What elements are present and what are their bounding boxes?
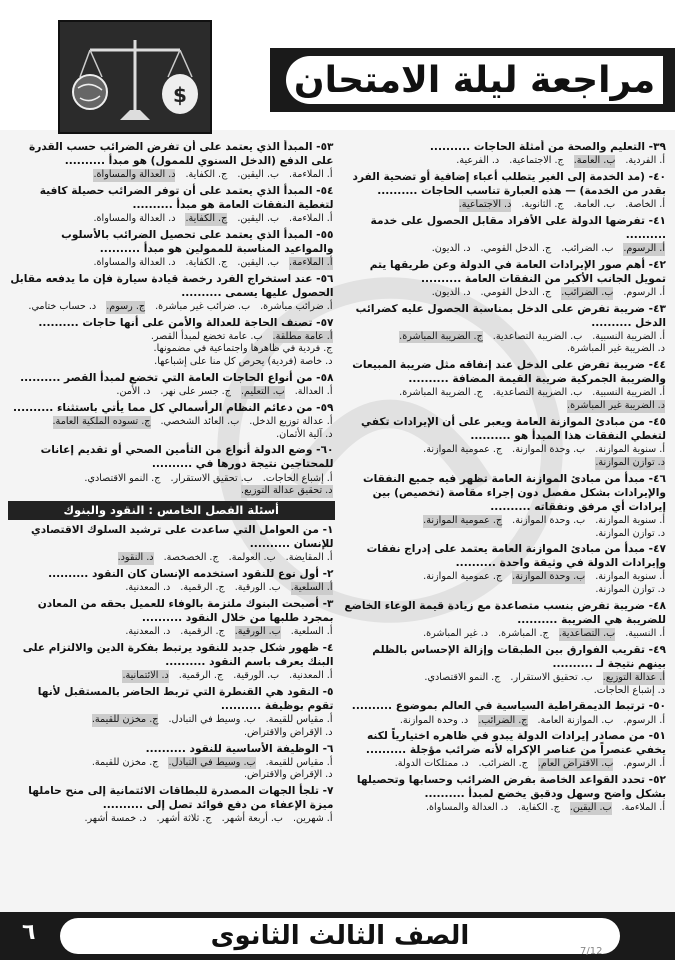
answer-option: أ. الرسوم. (623, 758, 665, 770)
answer-option: أ. سنوية الموازنة. (595, 571, 665, 583)
answer-options (341, 444, 668, 470)
question-text: ٦٠- وضع الدولة أنواع من التأمين الصحي أو تقديم إعانات للمحتاجين نتيجة دورها في .......... (40, 444, 334, 471)
answer-option: ب. العائد الشخصي. (160, 415, 240, 427)
question-text: ٤٥- من مبادئ الموازنة العامة ويعبر على أن الإيرادات تكفي لتغطي النفقات هذا المبدأ هو .......... (361, 415, 666, 442)
answer-option-marked: د. الضريبة غير المباشرة. (567, 400, 665, 412)
question-text: ٥٧- تصنف الحاجة للعدالة والأمن على أنها حاجات .......... (38, 316, 334, 329)
answer-options (8, 301, 335, 314)
question-text: ٥- النقود هي القنطرة التي تربط الحاضر بالمستقبل لأنها تقوم بوظيفة .......... (37, 685, 334, 712)
answer-option: ج. الرقمية. (180, 626, 225, 638)
answer-option: ب. الورقية. (234, 582, 281, 594)
answer-option: أ. إشباع الحاجات. (262, 472, 333, 484)
answer-option: ج. الرقمية. (180, 582, 225, 594)
answer-option: ج. المباشرة. (498, 628, 549, 640)
answer-option: د. الفرعية. (456, 155, 500, 167)
answer-options (8, 552, 335, 565)
question-text: ٥٦- عند استخراج الفرد رخصة قيادة سيارة فإن ما يدفعه مقابل الحصول عليها يسمى .......... (10, 272, 334, 299)
question-text: ٥٠- ترتبط الديمقراطية السياسية في العالم بموضوع .......... (351, 700, 666, 713)
answer-option-marked: ب. التصاعدية. (558, 628, 616, 640)
scales-money-globe-icon (58, 20, 212, 134)
question-columns (8, 140, 667, 910)
answer-option: ب. اليقين. (237, 256, 280, 268)
answer-option: أ. شهرين. (292, 813, 333, 825)
answer-option: ج. فردية في ظاهرها واجتماعية في مضمونها. (153, 343, 333, 355)
svg-text:$: $ (173, 83, 187, 107)
answer-option: ب. العولمة. (228, 552, 276, 564)
answer-option: أ. الرسوم. (623, 286, 665, 298)
answer-option: ج. الضريبة المباشرة. (399, 387, 483, 399)
answer-option: أ. العدالة. (294, 386, 333, 398)
answer-option: أ. الملاءمة. (289, 169, 333, 181)
answer-options (341, 155, 668, 168)
answer-option: ج. الثانوية. (521, 198, 564, 210)
answer-option-marked: ج. الكفاية. (185, 213, 228, 225)
answer-option: د. المعدنية. (125, 626, 171, 638)
page-number: ٦ (22, 920, 36, 945)
question-text: ٥٥- المبدأ الذي يعتمد على تحصيل الضرائب بالأسلوب والمواعيد المناسبة للممولين هو مبدأ .......... (61, 228, 334, 255)
page-footer (0, 912, 675, 960)
answer-option: أ. مقياس للقيمة. (265, 756, 333, 768)
answer-option: د. الضريبة غير المباشرة. (567, 343, 665, 355)
answer-option: د. توازن الموازنة. (595, 527, 665, 539)
answer-option: ج. الدخل القومي. (480, 242, 552, 254)
answer-option-marked: أ. عامة مطلقة. (272, 330, 333, 342)
answer-option: ج. ثلاثة أشهر. (156, 813, 212, 825)
question-text: ٥٨- من أنواع الحاجات العامة التي تخضع لمبدأ القصر .......... (20, 371, 334, 384)
question-text: ٥٢- تحدد القواعد الخاصة بفرض الضرائب وحسابها وتحصيلها بشكل واضح وسهل ودقيق يخضع لمبدأ .......... (356, 774, 666, 801)
answer-option: أ. الضريبة النسبية. (592, 330, 665, 342)
answer-options (341, 802, 668, 815)
answer-option: د. خاصة (فردية) يحرص كل منا على إشباعها. (154, 356, 333, 368)
question-text: ٤٦- مبدأ من مبادئ الموازنة العامة تظهر فيه جميع النفقات والإيرادات بشكل مفصل دون إجراء مقاصة (تخصيص) بين إيرادات أي مرفق ونفقاته .......... (363, 472, 666, 513)
answer-option: د. الأمن. (116, 386, 151, 398)
answer-option: ج. الكفاية. (185, 256, 228, 268)
answer-option: أ. السلعية. (290, 626, 333, 638)
answer-option: ب. وحدة الموازنة. (512, 444, 586, 456)
page-header (0, 0, 675, 130)
answer-option: ب. تحقيق الاستقرار. (510, 671, 593, 683)
answer-option-marked: د. تحقيق عدالة التوزيع. (241, 485, 333, 497)
answer-option: أ. المقايضة. (285, 552, 333, 564)
answer-option-marked: د. العدالة والمساواة. (93, 169, 176, 181)
answer-option: د. ممتلكات الدولة. (394, 758, 469, 770)
answer-options (341, 387, 668, 413)
answer-option: د. خمسة أشهر. (84, 813, 147, 825)
answer-option-marked: ج. عمومية الموازنة. (423, 514, 503, 526)
answer-option: د. العدالة والمساواة. (93, 213, 176, 225)
title-banner-inner (286, 56, 663, 104)
answer-option: د. العدالة والمساواة. (425, 802, 508, 814)
answer-option: د. الإقراض والاقتراض. (243, 769, 333, 781)
right-column (341, 140, 668, 910)
answer-option-marked: ج. الضريبة المباشرة. (399, 330, 483, 342)
answer-options (8, 386, 335, 399)
answer-option: د. الديون. (431, 286, 471, 298)
answer-option-marked: ب. الورقية. (234, 626, 281, 638)
question-text: ٧- تلجأ الجهات المصدرة للبطاقات الائتمانية إلى منح حاملها ميزة الإعفاء من دفع فوائد تصل إلى .......... (28, 785, 334, 812)
answer-option: ب. العامة. (573, 198, 616, 210)
answer-options (8, 813, 335, 826)
answer-option: د. وحدة الموازنة. (399, 714, 469, 726)
question-text: ٥٣- المبدأ الذي يعتمد على أن تفرض الضرائب حسب القدرة على الدفع (الدخل السنوي للممول) هو مبدأ .......... (29, 141, 334, 168)
question-text: ٥٤- المبدأ الذي يعتمد على أن توفر الضرائب حصيلة كافية لتغطية النفقات العامة هو مبدأ .......... (39, 184, 334, 211)
answer-option: أ. ضرائب مباشرة. (260, 300, 333, 312)
answer-option-marked: ج. مخزن للقيمة. (91, 714, 159, 725)
left-column-part-b (8, 523, 335, 826)
answer-option: ب. الورقية. (233, 670, 280, 682)
answer-option-marked: ب. التعليم. (240, 386, 285, 398)
answer-option: د. حساب ختامي. (28, 300, 97, 312)
question-text: ٥١- من مصادر إيرادات الدولة يبدو في ظاهره اختيارياً لكنه يخفي عنصراً من عناصر الإكراه لأنه ضرائب مؤجلة .......... (365, 730, 666, 757)
section-title: أسئلة الفصل الخامس : النقود والبنوك (8, 501, 335, 520)
answer-option-marked: أ. السلعية. (290, 582, 333, 594)
answer-option-marked: أ. الرسوم. (623, 242, 665, 254)
answer-option: ج. النمو الاقتصادي. (424, 671, 501, 683)
answer-option: أ. الملاءمة. (621, 802, 665, 814)
question-text: ٤١- تفرضها الدولة على الأفراد مقابل الحصول على خدمة .......... (370, 214, 666, 241)
answer-option: ج. عمومية الموازنة. (423, 444, 503, 456)
answer-option: ج. الرقمية. (178, 670, 224, 682)
footer-title-box (60, 918, 620, 954)
answer-option: ج. عمومية الموازنة. (423, 571, 503, 583)
answer-option: أ. مقياس للقيمة. (265, 714, 333, 725)
answer-options (341, 287, 668, 300)
answer-option: ج. النمو الاقتصادي. (84, 472, 161, 484)
answer-options (8, 416, 335, 442)
answer-option: ب. اليقين. (237, 169, 280, 181)
answer-option: أ. الرسوم. (623, 714, 665, 726)
answer-option: د. آلية الأثمان. (276, 428, 333, 440)
answer-option-marked: أ. الملاءمة. (289, 256, 333, 268)
answer-option-marked: ب. وسيط في التبادل. (168, 756, 256, 768)
answer-option: ج. مخزن للقيمة. (91, 756, 159, 768)
question-text: ٣- أصبحت البنوك ملتزمة بالوفاء للعميل بحقه من المعادن بمجرد طلبها من خلال النقود .......... (37, 598, 334, 625)
answer-option-marked: ب. الضرائب. (561, 286, 614, 298)
answer-option-marked: أ. عدالة التوزيع. (602, 671, 665, 683)
answer-option: د. الديون. (431, 242, 471, 254)
answer-options (341, 515, 668, 541)
question-text: ٥٩- من دعائم النظام الرأسمالي كل مما يأتي باستثناء .......... (13, 401, 334, 414)
answer-option: ب. وحدة الموازنة. (512, 514, 586, 526)
answer-option-marked: د. الاجتماعية. (458, 198, 512, 210)
question-text: ٤٩- تقريب الفوارق بين الطبقات وإزالة الإحساس بالظلم بينهم نتيجة لـ .......... (372, 643, 666, 670)
left-column (8, 140, 335, 910)
answer-option: أ. النسبية. (625, 628, 665, 640)
answer-options (8, 473, 335, 499)
answer-options (341, 243, 668, 256)
answer-options (341, 571, 668, 597)
answer-option: ج. الاجتماعية. (509, 155, 564, 167)
answer-options (8, 626, 335, 639)
answer-option: أ. المعدنية. (289, 670, 333, 682)
answer-option: د. توازن الموازنة. (595, 584, 665, 596)
answer-options (341, 199, 668, 212)
page-title: مراجعة ليلة الامتحان (293, 59, 656, 101)
answer-option: د. إشباع الحاجات. (593, 684, 665, 696)
question-text: ٤- ظهور شكل جديد للنقود يرتبط بفكرة الدين والالتزام على البنك يعرف باسم النقود .......... (22, 641, 334, 669)
answer-option: د. الإقراض والاقتراض. (243, 726, 333, 738)
answer-options (8, 714, 335, 740)
answer-options (8, 670, 335, 683)
grade-title: الصف الثالث الثانوى (210, 921, 470, 951)
answer-option-marked: د. الائتمانية. (122, 670, 169, 682)
title-banner (270, 48, 675, 112)
answer-options (8, 331, 335, 369)
answer-option: أ. الخاصة. (625, 198, 665, 210)
answer-option: ب. أربعة أشهر. (221, 813, 283, 825)
question-text: ٢- أول نوع للنقود استخدمه الإنسان كان النقود .......... (48, 568, 334, 581)
question-text: ١- من العوامل التي ساعدت على ترشيد السلوك الاقتصادي للإنسان .......... (30, 524, 334, 551)
answer-option: ج. الدخل القومي. (480, 286, 552, 298)
answer-options (341, 672, 668, 698)
answer-option: ب. الموازنة العامة. (537, 714, 614, 726)
answer-options (341, 758, 668, 771)
answer-options (8, 582, 335, 595)
answer-option: ب. الضريبة التصاعدية. (492, 330, 583, 342)
answer-options (341, 331, 668, 357)
answer-option: ب. وسيط في التبادل. (168, 714, 256, 725)
answer-option: أ. الفردية. (625, 155, 665, 167)
answer-option: ج. الضرائب. (478, 758, 528, 770)
answer-option: ب. الضريبة التصاعدية. (492, 387, 583, 399)
sheet-counter: 7/12 (580, 946, 603, 957)
answer-options (8, 213, 335, 226)
answer-option: ج. الكفاية. (517, 802, 560, 814)
answer-option: أ. سنوية الموازنة. (595, 444, 665, 456)
question-text: ٤٣- ضريبة تفرض على الدخل بمناسبة الحصول عليه كضرائب الدخل .......... (355, 302, 666, 329)
question-text: ٤٢- أهم صور الإيرادات العامة في الدولة وعن طريقها يتم تمويل الجانب الأكبر من النفقات العامة .......... (369, 258, 666, 285)
answer-option-marked: ب. وحدة الموازنة. (512, 571, 586, 583)
question-text: ٤٨- ضريبة تفرض بنسب متصاعدة مع زيادة قيمة الوعاء الخاضع للضريبة هي الضريبة .......... (344, 599, 666, 626)
answer-option: د. المعدنية. (125, 582, 171, 594)
answer-option: د. العدالة والمساواة. (93, 256, 176, 268)
question-text: ٤٤- ضريبة تفرض على الدخل عند إنفاقه مثل ضريبة المبيعات والضريبة الجمركية ضريبة القيمة المضافة .......... (352, 359, 666, 386)
answer-option: ب. اليقين. (237, 213, 280, 225)
question-text: ٤٠- (مد الخدمة إلى الغير يتطلب أعباء إضافية أو تضحية الفرد بقدر من الخدمة) — هذه العبارة تناسب الحاجات .......... (352, 170, 666, 197)
answer-option: أ. الملاءمة. (289, 213, 333, 225)
answer-option: د. غير المباشرة. (423, 628, 489, 640)
answer-options (341, 628, 668, 641)
answer-option: أ. عدالة توزيع الدخل. (249, 415, 333, 427)
answer-option: ج. الكفاية. (185, 169, 228, 181)
answer-option-marked: ج. رسوم. (106, 300, 146, 312)
answer-options (8, 169, 335, 182)
answer-option: ج. جسر على نهر. (160, 386, 231, 398)
answer-option-marked: ج. تسوده الملكية العامة. (52, 415, 151, 427)
question-text: ٤٧- مبدأ من مبادئ الموازنة العامة يعتمد على إدراج نفقات وإيرادات الدولة في وثيقة واحدة .......... (366, 543, 666, 570)
question-text: ٦- الوظيفة الأساسية للنقود .......... (145, 742, 334, 755)
answer-option-marked: ب. الاقتراض العام. (537, 758, 614, 770)
answer-option: ب. الضرائب. (561, 242, 614, 254)
answer-option-marked: ب. العامة. (573, 155, 616, 167)
answer-option-marked: د. النقود. (117, 552, 154, 564)
answer-option: ب. عامة تخضع لمبدأ القصر. (150, 330, 263, 342)
answer-options (8, 757, 335, 783)
answer-option-marked: ج. الضرائب. (478, 714, 528, 726)
answer-option-marked: د. توازن الموازنة. (595, 456, 665, 468)
answer-option: ب. تحقيق الاستقرار. (170, 472, 253, 484)
left-column-part-a (8, 140, 335, 498)
answer-option: ب. ضرائب غير مباشرة. (155, 300, 251, 312)
question-text: ٣٩- التعليم والصحة من أمثلة الحاجات .......... (429, 141, 666, 153)
answer-option: أ. الضريبة النسبية. (592, 387, 665, 399)
answer-option: ج. الخصخصة. (163, 552, 219, 564)
answer-option-marked: ب. اليقين. (569, 802, 612, 814)
answer-options (341, 715, 668, 728)
answer-option: أ. سنوية الموازنة. (595, 514, 665, 526)
answer-options (8, 257, 335, 270)
